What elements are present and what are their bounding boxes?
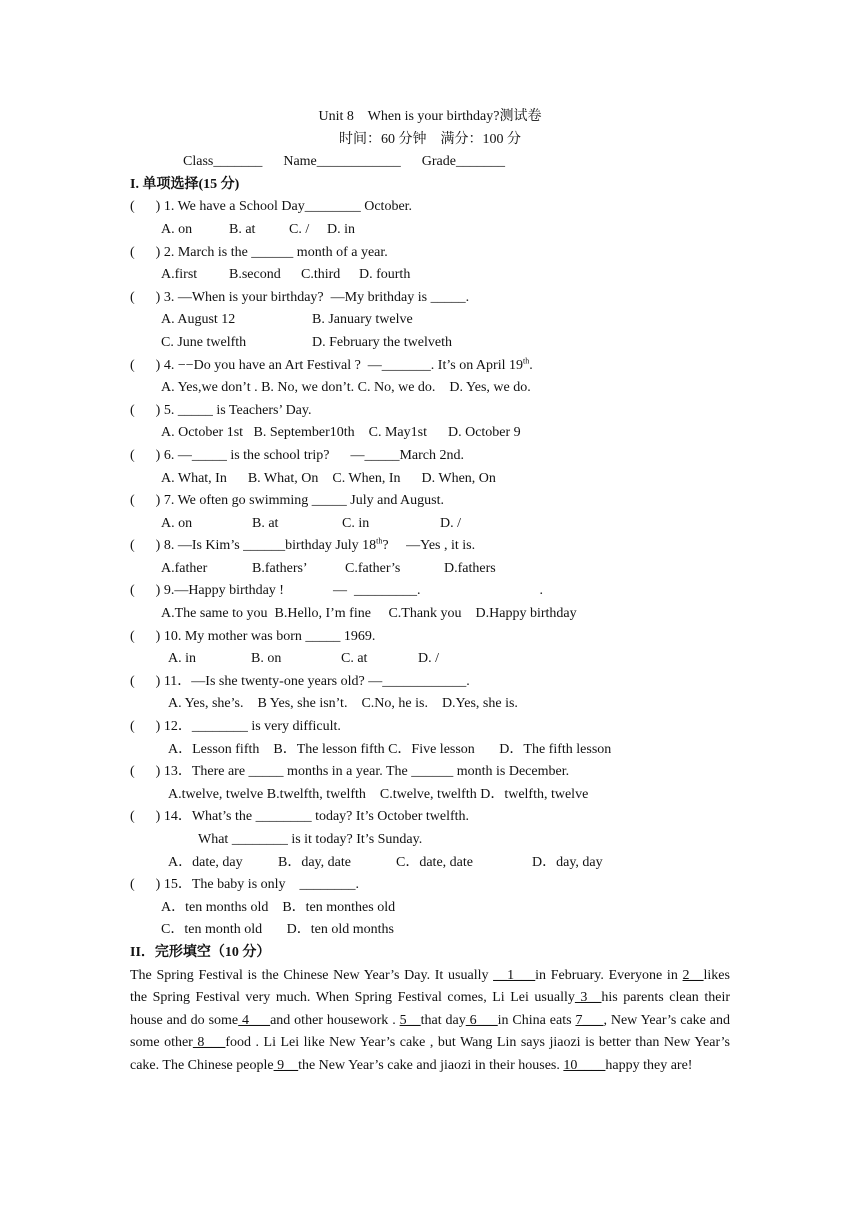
- question-14: ( ) 14．What’s the ________ today? It’s October twelfth.: [130, 809, 470, 825]
- option: C．date, date: [396, 854, 473, 870]
- question-3-options-row-1: [130, 309, 730, 332]
- option: D．day, day: [532, 854, 603, 870]
- question-8: ( ) 8. —Is Kim’s ______birthday July 18th? —Yes , it is.: [130, 536, 476, 554]
- question-2-options: [130, 264, 730, 287]
- question-1-options: [130, 219, 730, 242]
- question-4: ( ) 4. −−Do you have an Art Festival ? —_______. It’s on April 19th.: [130, 355, 533, 373]
- blank-2: 2__: [682, 967, 704, 983]
- question-3: ( ) 3. —When is your birthday? —My brithday is _____.: [130, 289, 470, 305]
- blank-9: 9__: [273, 1057, 299, 1073]
- option: A. on: [161, 515, 193, 531]
- option: B．day, date: [278, 854, 351, 870]
- question-1: ( ) 1. We have a School Day________ October.: [130, 199, 413, 215]
- option: A. August 12: [161, 312, 236, 328]
- document-title: Unit 8 When is your birthday?测试卷: [318, 109, 542, 124]
- question-3-options-row-2: [130, 332, 730, 355]
- option: C.third: [301, 267, 341, 283]
- option: D.fathers: [444, 560, 496, 576]
- blank-6: 6___: [465, 1012, 498, 1028]
- question-12: ( ) 12．________ is very difficult.: [130, 719, 341, 735]
- option: B.second: [229, 267, 281, 283]
- question-9: ( ) 9.—Happy birthday ! — _________. .: [130, 583, 543, 599]
- question-5-options: A. October 1st B. September10th C. May1st D. October 9: [161, 425, 521, 441]
- option: A．date, day: [168, 854, 243, 870]
- blank-7: 7___: [575, 1012, 604, 1028]
- question-7: ( ) 7. We often go swimming _____ July and August.: [130, 493, 444, 509]
- question-7-options: [130, 513, 730, 536]
- option: C. at: [341, 651, 368, 667]
- option: A.father: [161, 560, 208, 576]
- option: C. in: [342, 515, 370, 531]
- option: D. February the twelveth: [312, 334, 452, 350]
- option: D. /: [440, 515, 461, 531]
- question-14-second-line: What ________ is it today? It’s Sunday.: [198, 832, 423, 847]
- option: B. on: [251, 651, 282, 667]
- option: C. June twelfth: [161, 334, 247, 350]
- option: B. January twelve: [312, 312, 413, 328]
- section-1-heading: I. 单项选择(15 分): [130, 176, 240, 192]
- option: D. fourth: [359, 267, 411, 283]
- blank-4: 4___: [238, 1012, 271, 1028]
- option: D. in: [327, 221, 355, 237]
- question-15-options-row-2: C．ten month old D．ten old months: [161, 922, 394, 938]
- option: A. in: [168, 651, 196, 667]
- time-score-line: 时间：60 分钟 满分：100 分: [339, 131, 521, 147]
- option: B. at: [229, 221, 256, 237]
- question-14-options: [130, 852, 730, 875]
- question-6-options: A. What, In B. What, On C. When, In D. When, On: [161, 470, 496, 486]
- question-11-options: A. Yes, she’s. B Yes, she isn’t. C.No, he is. D.Yes, she is.: [168, 696, 518, 712]
- section-2-heading: II．完形填空（10 分）: [130, 944, 271, 960]
- option: B. at: [252, 515, 279, 531]
- option: A. on: [161, 221, 193, 237]
- question-9-options: A.The same to you B.Hello, I’m fine C.Thank you D.Happy birthday: [161, 606, 577, 622]
- question-11: ( ) 11．—Is she twenty-one years old? —____________.: [130, 673, 470, 689]
- question-2: ( ) 2. March is the ______ month of a year.: [130, 244, 388, 260]
- blank-3: 3__: [574, 990, 602, 1006]
- question-10: ( ) 10. My mother was born _____ 1969.: [130, 628, 376, 644]
- question-13-options: A.twelve, twelve B.twelfth, twelfth C.twelve, twelfth D．twelfth, twelve: [168, 786, 589, 802]
- blank-10: 10____: [563, 1057, 606, 1073]
- question-10-options: [130, 648, 730, 671]
- question-6: ( ) 6. —_____ is the school trip? —_____March 2nd.: [130, 447, 465, 463]
- option: D. /: [418, 651, 439, 667]
- blank-5: 5__: [399, 1012, 421, 1028]
- question-5: ( ) 5. _____ is Teachers’ Day.: [130, 402, 312, 418]
- question-8-options: [130, 558, 730, 581]
- option: C.father’s: [345, 560, 401, 576]
- class-name-grade-line: Class_______ Name____________ Grade_______: [183, 154, 505, 170]
- question-15: ( ) 15．The baby is only ________.: [130, 877, 360, 893]
- question-15-options-row-1: A．ten months old B．ten monthes old: [161, 899, 396, 915]
- option: C. /: [289, 221, 310, 237]
- document-page: [130, 106, 730, 1078]
- question-12-options: A．Lesson fifth B．The lesson fifth C．Five lesson D．The fifth lesson: [168, 741, 612, 757]
- option: A.first: [161, 267, 198, 283]
- question-13: ( ) 13．There are _____ months in a year. The ______ month is December.: [130, 764, 570, 780]
- question-4-options: A. Yes,we don’t . B. No, we don’t. C. No, we do. D. Yes, we do.: [161, 380, 531, 396]
- blank-8: 8___: [192, 1035, 226, 1051]
- option: B.fathers’: [252, 560, 308, 576]
- blank-1: __1___: [493, 967, 536, 983]
- cloze-passage: The Spring Festival is the Chinese New Year’s Day. It usually __1___in February. Everyone in 2__likes the Spring Festival very much. When Spring Festival comes, Li Lei usually 3__his parents clean their house and do some 4___and other housework . 5__that day 6___in China eats 7___, New Year’s cake and some other 8___food . Li Lei like New Year’s cake , but Wang Lin says jiaozi is better than New Year’s cake. The Chinese people 9__the New Year’s cake and jiaozi in their houses. 10____happy they are!: [130, 967, 731, 1073]
